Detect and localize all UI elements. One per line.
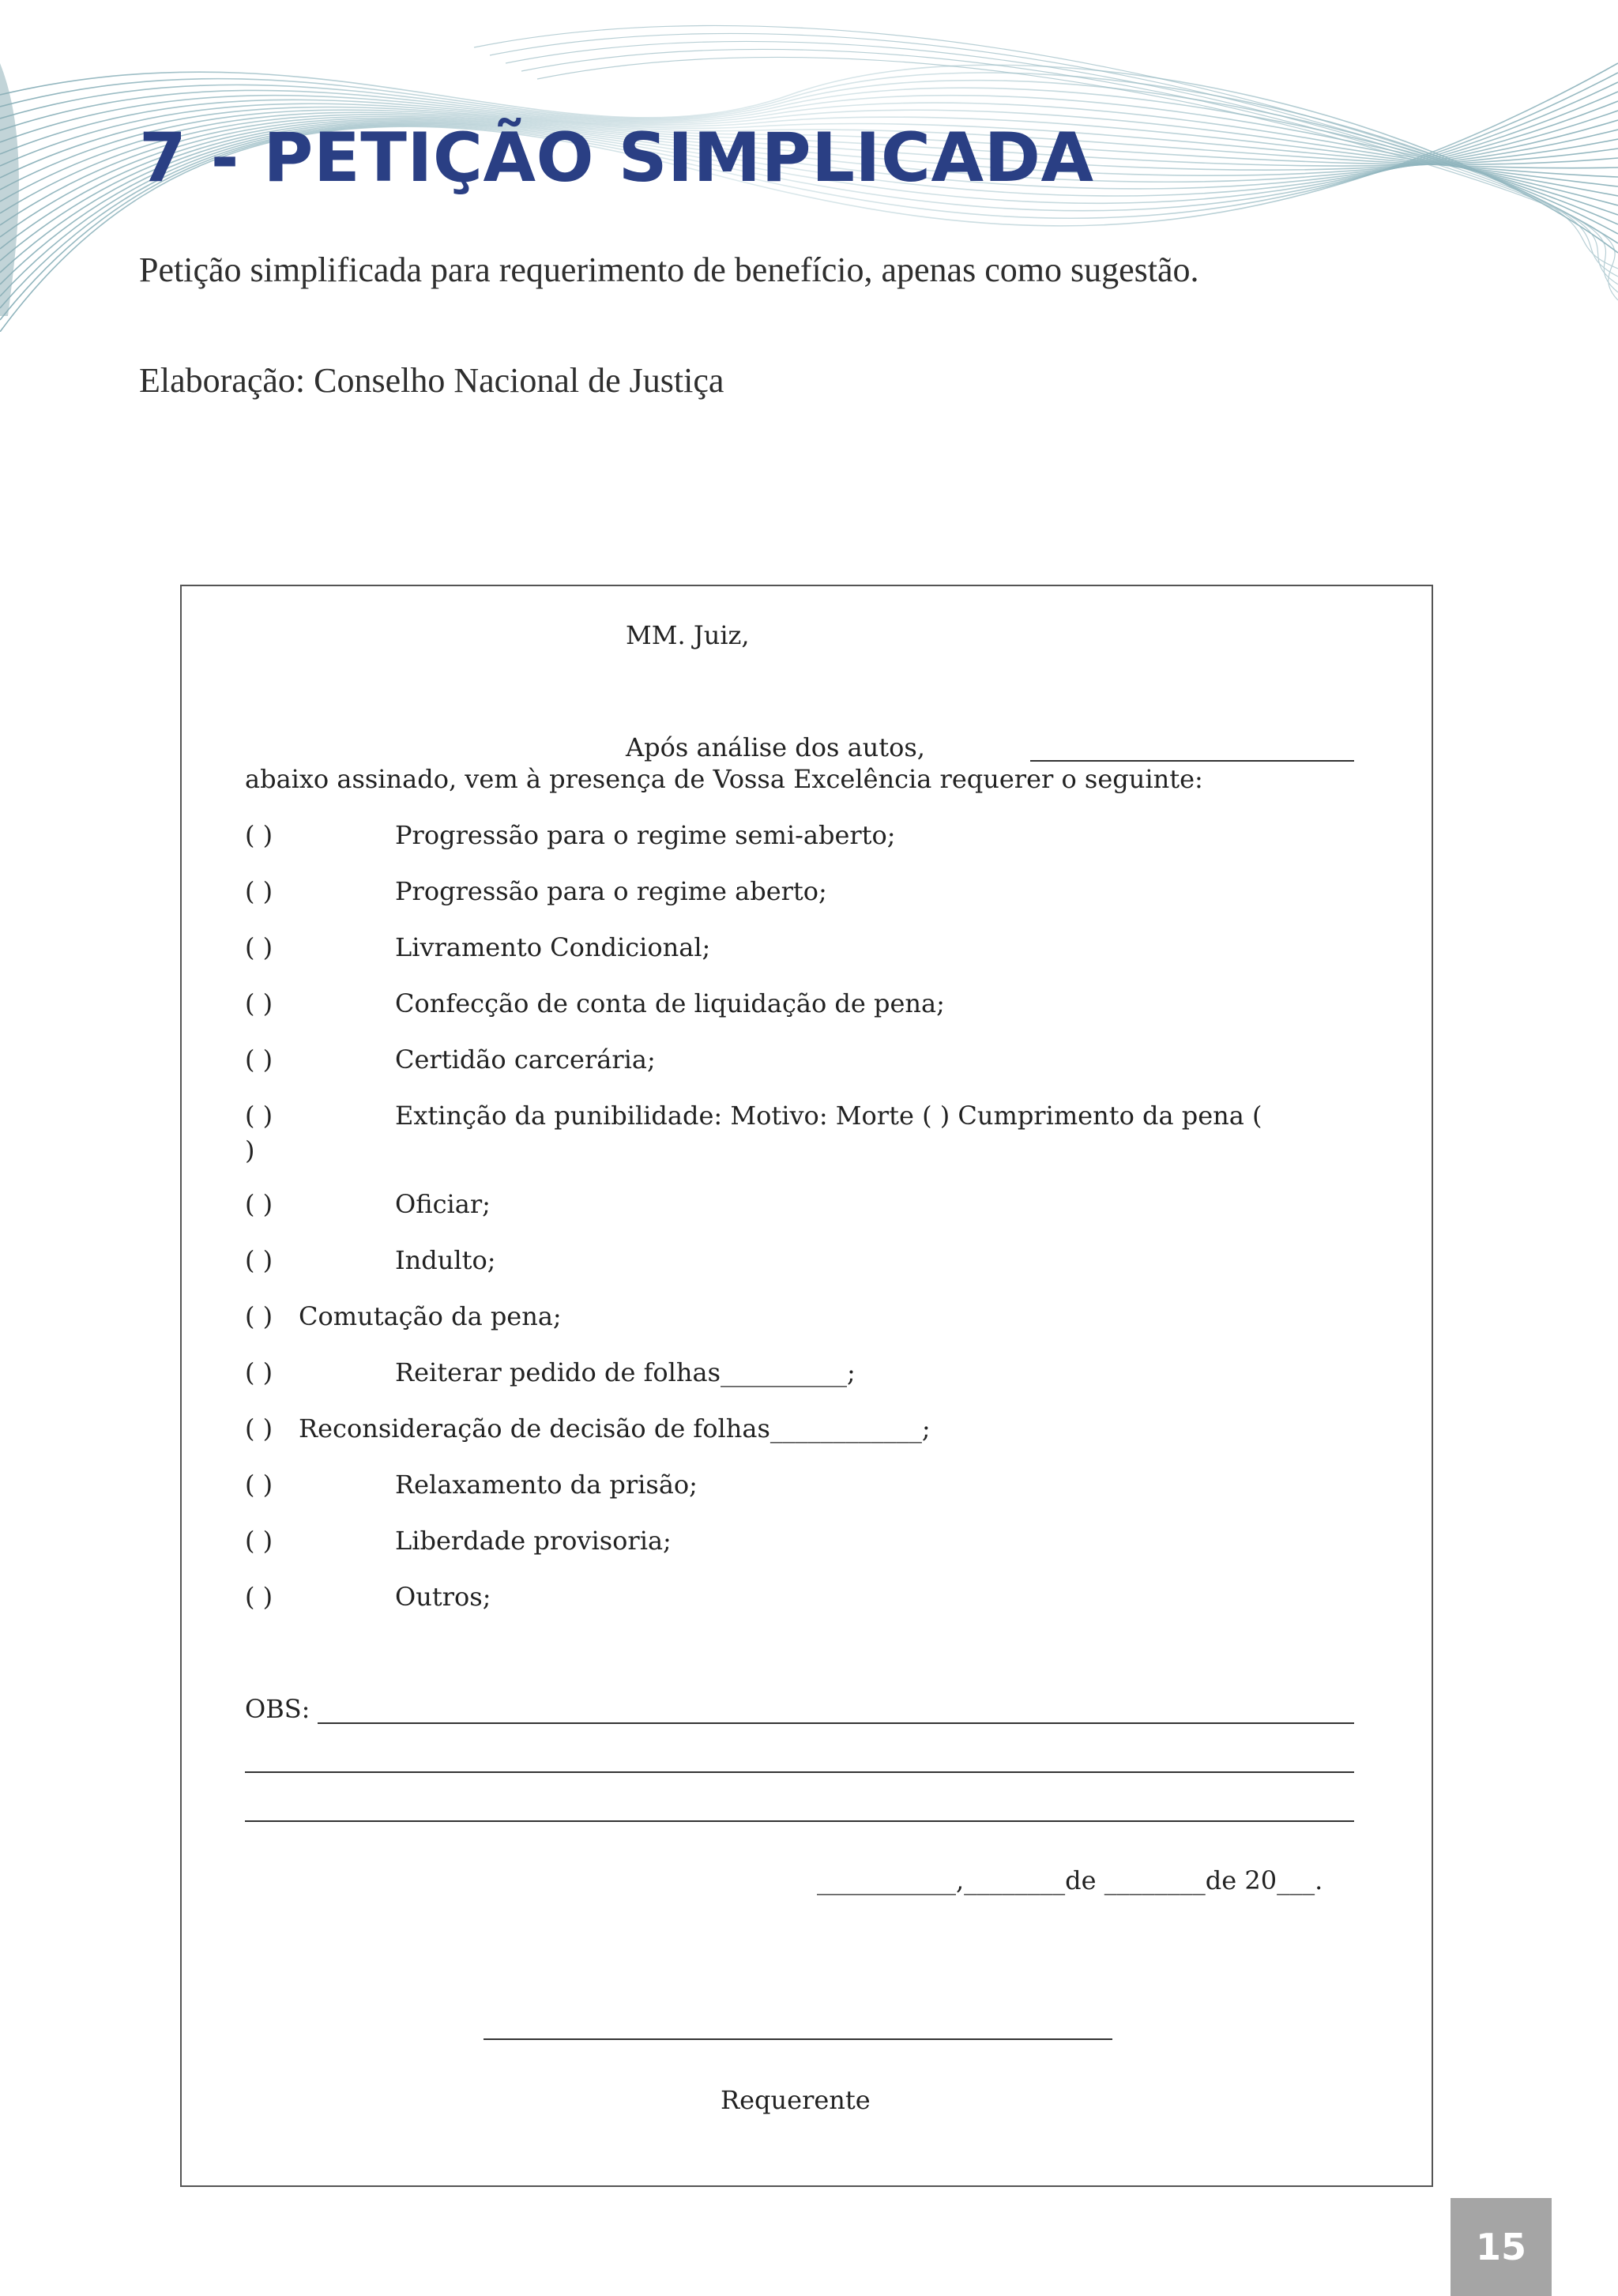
checkbox-reconsideracao[interactable]: ( ) <box>245 1413 273 1443</box>
checkbox-livramento[interactable]: ( ) <box>245 932 273 962</box>
item-livramento: Livramento Condicional; <box>395 932 711 962</box>
intro-line-1: Após análise dos autos, <box>626 732 925 762</box>
page-subtitle: Petição simplificada para requerimento de benefício, apenas como sugestão. <box>139 250 1199 289</box>
signature-label: Requerente <box>721 2085 871 2115</box>
date-line: ___________,________de ________de 20___. <box>817 1865 1323 1895</box>
checkbox-aberto[interactable]: ( ) <box>245 876 273 906</box>
item-liberdade: Liberdade provisoria; <box>395 1526 672 1556</box>
item-outros: Outros; <box>395 1582 491 1612</box>
intro-line-2: abaixo assinado, vem à presença de Vossa Excelência requerer o seguinte: <box>245 764 1203 794</box>
checkbox-outros[interactable]: ( ) <box>245 1582 273 1612</box>
page-number: 15 <box>1475 2226 1526 2268</box>
obs-line-3[interactable] <box>245 1820 1354 1822</box>
item-extincao: Extinção da punibilidade: Motivo: Morte ( ) Cumprimento da pena ( <box>395 1101 1262 1131</box>
page-title: 7 - PETIÇÃO SIMPLICADA <box>139 119 1094 198</box>
item-reiterar: Reiterar pedido de folhas__________; <box>395 1357 856 1387</box>
checkbox-liberdade[interactable]: ( ) <box>245 1526 273 1556</box>
item-extincao-continuation: ) <box>245 1135 255 1165</box>
checkbox-semi-aberto[interactable]: ( ) <box>245 820 273 850</box>
item-comutacao: Comutação da pena; <box>299 1301 562 1331</box>
item-conta-liquidacao: Confecção de conta de liquidação de pena; <box>395 988 945 1018</box>
salutation: MM. Juiz, <box>626 620 750 650</box>
checkbox-relaxamento[interactable]: ( ) <box>245 1470 273 1500</box>
obs-line-2[interactable] <box>245 1771 1354 1773</box>
checkbox-indulto[interactable]: ( ) <box>245 1245 273 1275</box>
item-certidao: Certidão carcerária; <box>395 1044 656 1075</box>
item-aberto: Progressão para o regime aberto; <box>395 876 827 906</box>
checkbox-oficiar[interactable]: ( ) <box>245 1189 273 1219</box>
elaboration-credit: Elaboração: Conselho Nacional de Justiça <box>139 361 724 400</box>
item-indulto: Indulto; <box>395 1245 496 1275</box>
checkbox-comutacao[interactable]: ( ) <box>245 1301 273 1331</box>
item-reconsideracao: Reconsideração de decisão de folhas____________; <box>299 1413 931 1443</box>
page-number-badge <box>1451 2198 1552 2296</box>
obs-label: OBS: <box>245 1694 310 1724</box>
requester-name-line[interactable] <box>1030 760 1354 762</box>
checkbox-reiterar[interactable]: ( ) <box>245 1357 273 1387</box>
petition-form <box>180 585 1433 2187</box>
item-oficiar: Oficiar; <box>395 1189 491 1219</box>
item-relaxamento: Relaxamento da prisão; <box>395 1470 698 1500</box>
checkbox-certidao[interactable]: ( ) <box>245 1044 273 1075</box>
checkbox-conta-liquidacao[interactable]: ( ) <box>245 988 273 1018</box>
obs-line-1[interactable] <box>318 1722 1354 1724</box>
checkbox-extincao[interactable]: ( ) <box>245 1101 273 1131</box>
signature-line[interactable] <box>484 2038 1112 2040</box>
item-semi-aberto: Progressão para o regime semi-aberto; <box>395 820 896 850</box>
